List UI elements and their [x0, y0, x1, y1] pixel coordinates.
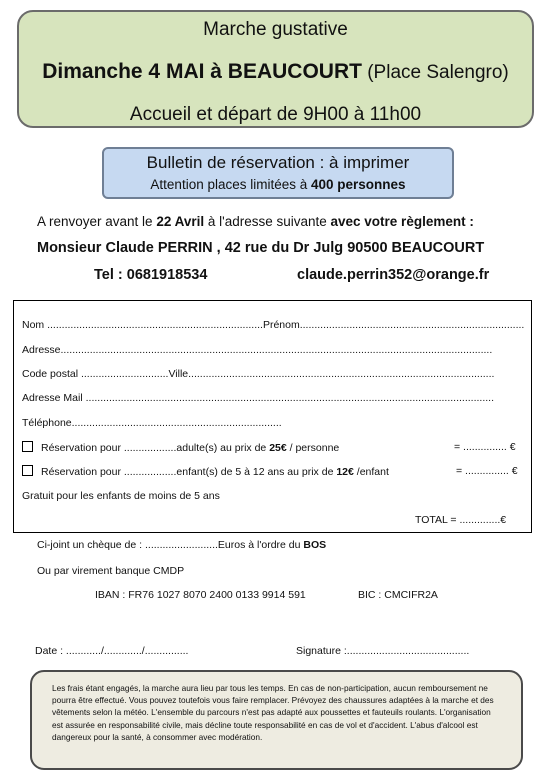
event-date-location [19, 60, 532, 84]
adult-price-unit: / personne [286, 442, 340, 454]
event-place: (Place Salengro) [361, 62, 509, 83]
recipient-address: Monsieur Claude PERRIN , 42 rue du Dr Julg 90500 BEAUCOURT [37, 240, 485, 256]
iban: IBAN : FR76 1027 8070 2400 0133 9914 591 [95, 589, 306, 601]
transfer-line: Ou par virement banque CMDP [37, 565, 185, 577]
name-field[interactable]: Nom ..........................................................................Prénom............................................................................. [22, 319, 525, 331]
child-price: 12€ [336, 466, 354, 478]
event-date: Dimanche 4 MAI à BEAUCOURT [42, 60, 362, 83]
free-children-note: Gratuit pour les enfants de moins de 5 ans [22, 490, 220, 502]
adult-reservation-label: Réservation pour ..................adulte(s) au prix de [41, 442, 270, 454]
adult-price: 25€ [269, 442, 287, 454]
terms-text: Les frais étant engagés, la marche aura lieu par tous les temps. En cas de non-participation, aucun remboursement ne pourra être effectué. Vous pouvez toutefois vous faire remplacer. Prévoyez des chaussures adaptées à la marche et des vêtements selon la météo. L'ensemble du parcours n'est pas adapté aux poussettes et fauteuils roulants. L'organisation est assurée en responsabilité civile, mais décline toute responsabilité en cas de vol et d'accident. L'abus d'alcool est dangereux pour la santé, à consommer avec modération. [52, 683, 494, 742]
contact-email[interactable]: claude.perrin352@orange.fr [297, 267, 490, 283]
terms-notice [30, 670, 523, 770]
phone-field[interactable]: Téléphone........................................................................ [22, 417, 282, 429]
child-reservation-row [22, 465, 389, 478]
send-middle: à l'adresse suivante [204, 214, 331, 229]
send-prefix: A renvoyer avant le [37, 214, 157, 229]
bulletin-banner [102, 147, 454, 199]
postal-code-field[interactable]: Code postal ..............................Ville......................................................................................................... [22, 368, 495, 380]
bulletin-title: Bulletin de réservation : à imprimer [146, 153, 410, 172]
send-instructions [37, 214, 474, 229]
cheque-payee: BOS [303, 539, 327, 551]
cheque-text: Ci-joint un chèque de : .........................Euros à l'ordre du [37, 539, 304, 551]
bic: BIC : CMCIFR2A [358, 589, 438, 601]
child-total-field[interactable]: = ............... € [456, 465, 518, 477]
date-field[interactable]: Date : ............/............./............... [35, 645, 189, 657]
reservation-form [13, 300, 532, 533]
email-field[interactable]: Adresse Mail ............................................................................................................................................ [22, 392, 495, 404]
address-field[interactable]: Adresse.................................................................................................................................................... [22, 344, 493, 356]
cheque-line [37, 539, 326, 551]
event-title: Marche gustative [203, 19, 348, 40]
send-payment-note: avec votre règlement : [330, 214, 474, 229]
bulletin-limit [104, 177, 452, 192]
child-checkbox[interactable] [22, 465, 33, 476]
bulletin-limit-count: 400 personnes [311, 177, 406, 192]
child-reservation-label: Réservation pour ..................enfant(s) de 5 à 12 ans au prix de [41, 466, 337, 478]
adult-checkbox[interactable] [22, 441, 33, 452]
event-schedule: Accueil et départ de 9H00 à 11h00 [129, 104, 422, 125]
grand-total-field[interactable]: TOTAL = ..............€ [415, 514, 507, 526]
bulletin-limit-prefix: Attention places limitées à [150, 177, 312, 192]
send-date: 22 Avril [156, 214, 205, 229]
adult-reservation-row [22, 441, 339, 454]
event-header [17, 10, 534, 128]
child-price-unit: /enfant [353, 466, 389, 478]
adult-total-field[interactable]: = ............... € [454, 441, 516, 453]
signature-field[interactable]: Signature :.......................................... [296, 645, 470, 657]
contact-phone: Tel : 0681918534 [94, 267, 208, 283]
